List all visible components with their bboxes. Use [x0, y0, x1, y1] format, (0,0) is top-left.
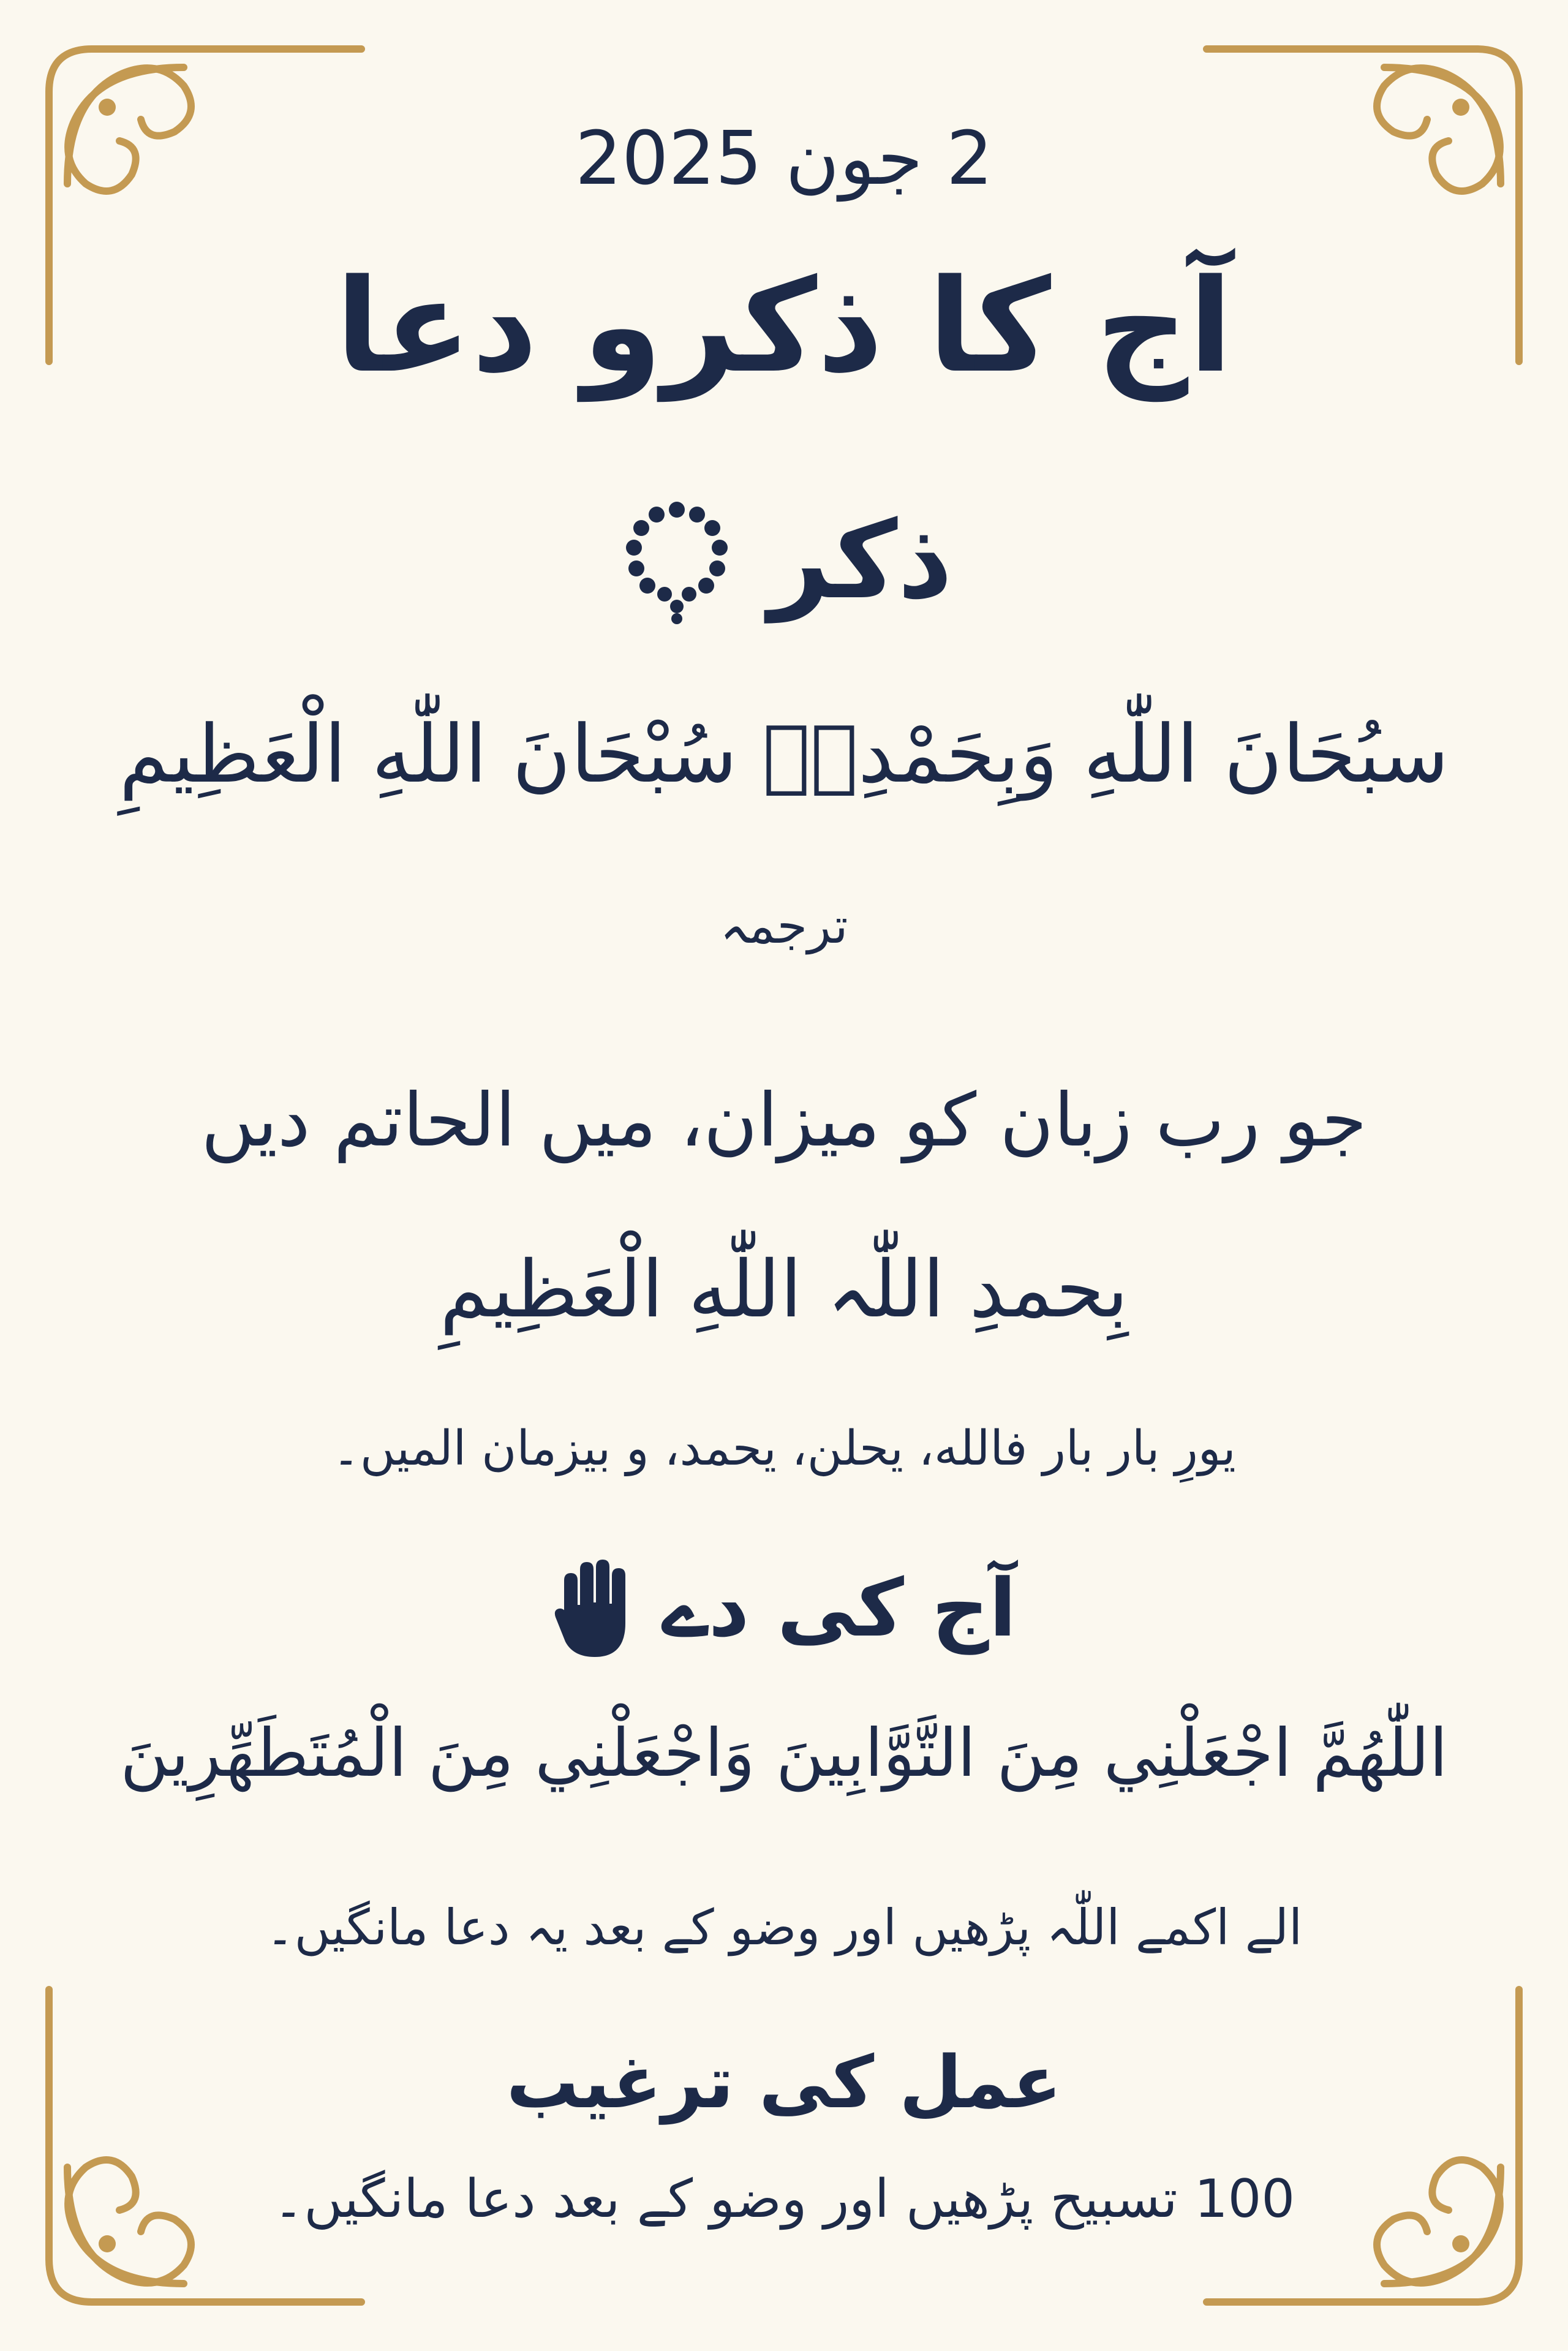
- zikr-section-heading: [110, 496, 1458, 625]
- raised-hand-icon: [552, 1556, 631, 1660]
- dua-note: الے اکمے اللّٰہ پڑھیں اور وضو کے بعد یہ دعا مانگیں۔: [265, 1899, 1303, 1956]
- zikr-arabic-text: سبُحَانَ اللّٰهِ وَبِحَمْدِهٖ سُبْحَانَ اللّٰهِ الْعَظِيمِ: [119, 708, 1449, 801]
- page-title: آج کا ذکرو دعا: [335, 251, 1233, 401]
- dua-section-heading: [110, 1556, 1458, 1660]
- tasbih-beads-icon: [616, 496, 738, 625]
- amal-section-heading: عمل کی ترغیب: [506, 2040, 1062, 2124]
- dua-arabic-text: اللّٰهُمَّ اجْعَلْنِي مِنَ التَّوَّابِينَ وَاجْعَلْنِي مِنَ الْمُتَطَهِّرِينَ: [120, 1715, 1448, 1792]
- dua-heading-text: آج کی دے: [662, 1561, 1017, 1655]
- date-text: 2 جون 2025: [575, 116, 993, 202]
- zikr-translation-line-2: بِحمدِ اللّٰہ اللّٰهِ الْعَظِيمِ: [439, 1244, 1129, 1335]
- translation-label: ترجمہ: [720, 897, 848, 954]
- zikr-translation-line-1: جو رب زبان کو میزان، میں الحاتم دیں: [201, 1078, 1367, 1163]
- zikr-heading-text: ذکر: [768, 498, 953, 623]
- zikr-note: یورِ بار بار فالله، یحلن، یحمد، و بیزمان المیں۔: [332, 1421, 1236, 1476]
- amal-note: 100 تسبیح پڑھیں اور وضو کے بعد دعا مانگیں۔: [273, 2168, 1295, 2230]
